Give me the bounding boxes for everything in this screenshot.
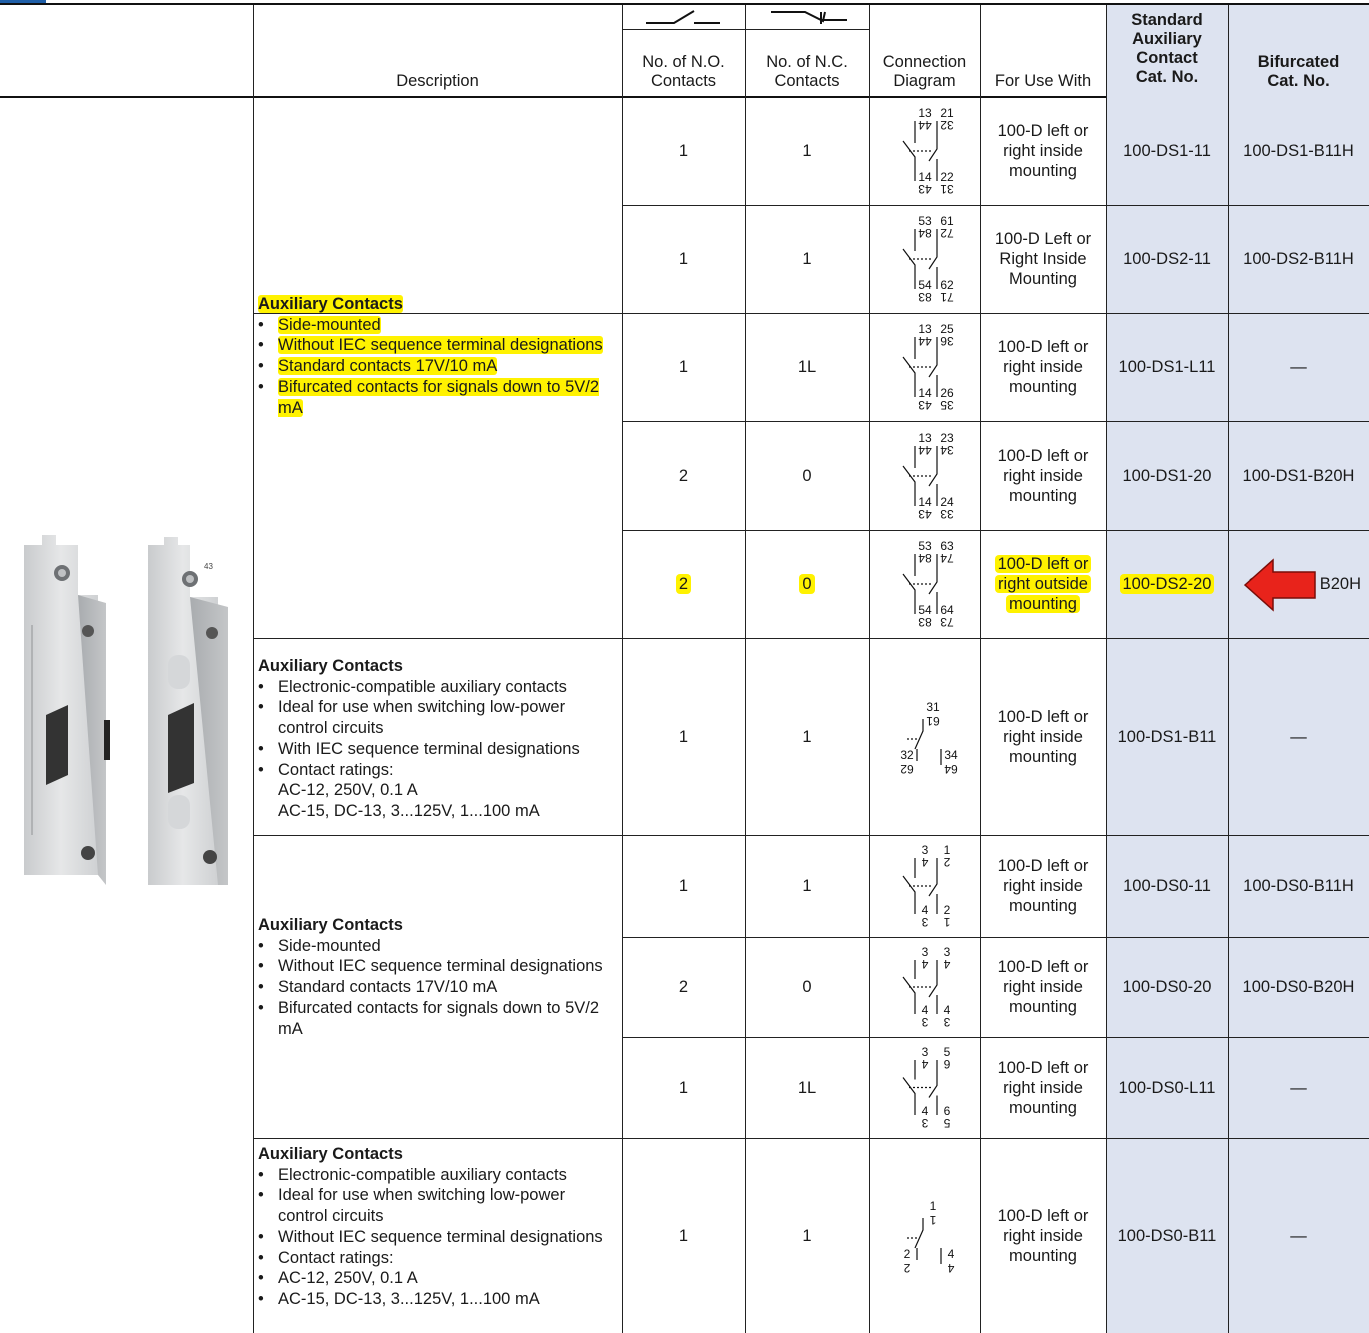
terminal-label: 54 — [917, 278, 932, 292]
standard-cat-no: 100-DS0-11 — [1123, 877, 1211, 895]
nc-contacts-value: 0 — [802, 466, 812, 485]
terminal-label: 54 — [917, 603, 932, 617]
no-contacts-cell — [622, 937, 745, 1037]
terminal-label: 4 — [943, 1003, 950, 1017]
connection-diagram-svg — [885, 942, 965, 1032]
bifurcated-cat-no-cell — [1228, 1138, 1369, 1333]
nc-contacts-cell — [745, 1138, 869, 1333]
description-rating-line: AC-12, 250V, 0.1 A — [278, 781, 418, 800]
no-contacts-value: 2 — [676, 574, 691, 594]
standard-cat-no: 100-DS1-L11 — [1118, 358, 1216, 376]
connection-diagram-svg — [885, 428, 965, 524]
header-for-use-with: For Use With — [994, 72, 1092, 90]
description-bullet: • Contact ratings: — [258, 1248, 618, 1269]
standard-cat-no-cell — [1106, 638, 1228, 835]
terminal-label: 62 — [939, 278, 954, 292]
description-bullet: • Bifurcated contacts for signals down to 5V/2 mA — [258, 998, 618, 1039]
nc-contacts-cell — [745, 205, 869, 313]
bifurcated-cat-no: 100-DS2-B11H — [1243, 250, 1354, 268]
terminal-label: 43 — [917, 182, 932, 196]
terminal-label: 1 — [943, 915, 950, 929]
terminal-label: 13 — [917, 430, 932, 445]
terminal-label: 34 — [943, 747, 958, 762]
standard-cat-no: 100-DS1-11 — [1123, 142, 1211, 160]
description-block-3 — [258, 915, 618, 1039]
for-use-with-line: right inside — [1003, 727, 1083, 746]
bifurcated-cat-no-cell — [1228, 97, 1369, 205]
description-title: Auxiliary Contacts — [258, 916, 403, 934]
for-use-with-line: right outside — [995, 575, 1091, 593]
no-contacts-cell — [622, 205, 745, 313]
description-bullet: Without IEC sequence terminal designations — [278, 336, 603, 355]
connection-diagram-icon — [885, 689, 965, 785]
for-use-with-line: mounting — [1009, 897, 1077, 915]
bifurcated-cat-no-cell — [1228, 1037, 1369, 1138]
connection-diagram-svg — [885, 1188, 965, 1284]
for-use-with-line: 100-D left or — [997, 1206, 1089, 1225]
for-use-with-cell — [980, 97, 1106, 205]
no-contacts-cell — [622, 835, 745, 937]
terminal-label: 32 — [899, 747, 914, 762]
diagram-line — [915, 719, 923, 749]
terminal-marking-label: 43 — [204, 562, 213, 571]
diagram-line — [915, 1218, 923, 1248]
nc-contacts-value: 1 — [802, 142, 812, 160]
description-bullet: • Without IEC sequence terminal designations — [258, 956, 618, 977]
terminal-label: 63 — [939, 539, 954, 553]
terminal-label: 4 — [921, 1104, 928, 1118]
nc-contacts-cell — [745, 530, 869, 638]
description-block-1 — [258, 294, 618, 418]
terminal-label: 2 — [943, 903, 950, 917]
connection-diagram-svg — [885, 319, 965, 415]
terminal-label: 73 — [939, 615, 954, 629]
terminal-label: 1 — [929, 1212, 936, 1227]
terminal-label: 4 — [921, 957, 928, 971]
nc-contacts-value: 1 — [802, 1226, 812, 1245]
bifurcated-cat-no: — — [1290, 1078, 1307, 1097]
for-use-with-line: 100-D left or — [995, 555, 1092, 573]
for-use-with-cell — [980, 937, 1106, 1037]
terminal-label: 13 — [917, 322, 932, 336]
no-contacts-cell — [622, 421, 745, 530]
terminal-label: 5 — [943, 1116, 950, 1130]
description-title: Auxiliary Contacts — [258, 1145, 403, 1163]
standard-cat-no-cell — [1106, 1138, 1228, 1333]
for-use-with-text — [998, 121, 1089, 181]
no-contacts-value: 1 — [678, 877, 689, 895]
terminal-label: 3 — [921, 945, 928, 959]
nc-contacts-cell — [745, 937, 869, 1037]
terminal-label: 1 — [943, 843, 950, 857]
header-nc-line1: No. of N.C. — [766, 53, 848, 71]
terminal-label: 84 — [917, 551, 932, 565]
for-use-with-line: right inside — [1003, 358, 1083, 376]
terminal-label: 6 — [943, 1057, 950, 1071]
for-use-with-line: 100-D left or — [997, 338, 1089, 356]
for-use-with-line: 100-D left or — [997, 958, 1089, 976]
terminal-label: 64 — [939, 603, 954, 617]
description-block-4 — [258, 1144, 618, 1310]
terminal-label: 1 — [929, 1198, 936, 1213]
terminal-label: 62 — [899, 761, 914, 776]
bifurcated-cat-no-cell — [1228, 638, 1369, 835]
header-std-line4: Cat. No. — [1135, 68, 1199, 86]
nc-contacts-cell — [745, 421, 869, 530]
terminal-label: 71 — [939, 290, 954, 304]
for-use-with-cell — [980, 313, 1106, 421]
terminal-label: 24 — [939, 494, 954, 509]
header-nc-contacts — [745, 53, 869, 91]
terminal-label: 3 — [921, 1116, 928, 1130]
bifurcated-cat-no-cell — [1228, 835, 1369, 937]
terminal-label: 33 — [939, 506, 954, 521]
for-use-with-line: mounting — [1006, 595, 1080, 613]
for-use-with-cell — [980, 835, 1106, 937]
normally-open-contact-icon — [640, 6, 730, 33]
bifurcated-cat-no-cell — [1228, 937, 1369, 1037]
terminal-label: 31 — [939, 182, 954, 196]
bifurcated-cat-no-suffix: B20H — [1319, 575, 1361, 593]
header-connection-line1: Connection — [882, 53, 967, 71]
connection-diagram-icon — [885, 103, 965, 199]
for-use-with-cell — [980, 205, 1106, 313]
connection-diagram-svg — [885, 103, 965, 199]
terminal-label: 4 — [921, 1003, 928, 1017]
for-use-with-line: 100-D left or — [997, 857, 1089, 875]
terminal-label: 13 — [917, 106, 932, 120]
no-contacts-value: 1 — [678, 250, 689, 268]
terminal-label: 83 — [917, 290, 932, 304]
standard-cat-no-cell — [1106, 205, 1228, 313]
for-use-with-line: mounting — [1009, 1098, 1077, 1117]
terminal-label: 61 — [939, 214, 954, 228]
terminal-label: 44 — [917, 334, 932, 348]
standard-cat-no-cell — [1106, 97, 1228, 205]
terminal-label: 72 — [939, 226, 954, 240]
no-contacts-cell — [622, 530, 745, 638]
terminal-label: 43 — [917, 506, 932, 521]
nc-contacts-cell — [745, 97, 869, 205]
for-use-with-line: right inside — [1003, 877, 1083, 895]
terminal-label: 2 — [903, 1246, 910, 1261]
bifurcated-cat-no-cell — [1228, 313, 1369, 421]
terminal-label: 5 — [943, 1045, 950, 1059]
header-std-line3: Contact — [1136, 49, 1198, 67]
connection-diagram-icon — [885, 319, 965, 415]
for-use-with-line: 100-D left or — [997, 707, 1089, 726]
no-contacts-value: 2 — [678, 978, 689, 996]
description-bullet: Side-mounted — [278, 315, 381, 334]
standard-cat-no-cell — [1106, 421, 1228, 530]
terminal-label: 4 — [947, 1246, 954, 1261]
connection-diagram-svg — [885, 211, 965, 307]
for-use-with-line: mounting — [1009, 378, 1077, 396]
bifurcated-cat-no: 100-DS0-B20H — [1242, 978, 1355, 996]
for-use-with-line: 100-D left or — [997, 446, 1089, 465]
terminal-label: 3 — [943, 1015, 950, 1029]
red-arrow-pointer-icon — [1243, 558, 1319, 617]
header-no-line2: Contacts — [650, 72, 717, 90]
standard-cat-no: 100-DS0-20 — [1122, 978, 1212, 996]
description-bullet: • Standard contacts 17V/10 mA — [258, 977, 618, 998]
terminal-label: 53 — [917, 214, 932, 228]
no-contacts-cell — [622, 97, 745, 205]
terminal-label: 2 — [943, 855, 950, 869]
description-title: Auxiliary Contacts — [258, 657, 403, 675]
auxiliary-contact-product-photo — [18, 535, 238, 900]
for-use-with-line: mounting — [1009, 1246, 1077, 1265]
nc-contacts-value: 1 — [802, 877, 812, 895]
standard-cat-no-cell — [1106, 313, 1228, 421]
terminal-label: 4 — [921, 1057, 928, 1071]
nc-contacts-cell — [745, 835, 869, 937]
standard-cat-no: 100-DS1-20 — [1122, 466, 1212, 485]
header-std-line1: Standard — [1131, 11, 1203, 29]
header-no-line1: No. of N.O. — [642, 53, 725, 71]
no-contacts-cell — [622, 313, 745, 421]
description-bullet: Standard contacts 17V/10 mA — [278, 357, 498, 376]
no-contacts-value: 1 — [678, 1226, 689, 1245]
description-bullet: • AC-15, DC-13, 3...125V, 1...100 mA — [258, 1289, 618, 1310]
description-bullet: • With IEC sequence terminal designations — [258, 739, 618, 760]
connection-diagram-icon — [885, 942, 965, 1032]
bifurcated-cat-no: — — [1290, 1226, 1307, 1245]
terminal-label: 4 — [943, 957, 950, 971]
no-contacts-value: 2 — [678, 466, 689, 485]
nc-contacts-cell — [745, 1037, 869, 1138]
connection-diagram-icon — [885, 211, 965, 307]
nc-contacts-value: 1 — [802, 727, 812, 746]
normally-closed-contact-icon — [765, 6, 855, 33]
header-bifurcated-cat-no — [1228, 53, 1369, 91]
description-bullet: • Side-mounted — [258, 936, 618, 957]
for-use-with-cell — [980, 530, 1106, 638]
standard-cat-no: 100-DS0-L11 — [1118, 1078, 1216, 1097]
connection-diagram-icon — [885, 536, 965, 632]
for-use-with-line: right inside — [1003, 142, 1083, 160]
for-use-with-line: right inside — [1003, 466, 1083, 485]
for-use-with-text — [998, 957, 1089, 1017]
terminal-label: 6 — [943, 1104, 950, 1118]
bifurcated-cat-no: — — [1290, 727, 1307, 746]
terminal-label: 83 — [917, 615, 932, 629]
nc-contacts-value: 0 — [802, 978, 812, 996]
description-bullet: • Electronic-compatible auxiliary contacts — [258, 677, 618, 698]
no-contacts-cell — [622, 1037, 745, 1138]
terminal-label: 4 — [921, 903, 928, 917]
standard-cat-no-cell — [1106, 937, 1228, 1037]
terminal-label: 34 — [939, 442, 954, 457]
for-use-with-text — [995, 554, 1092, 614]
for-use-with-line: 100-D left or — [997, 1058, 1089, 1077]
terminal-label: 21 — [939, 106, 954, 120]
nc-contacts-value: 1 — [802, 250, 812, 268]
header-connection-line2: Diagram — [893, 72, 956, 90]
for-use-with-line: right inside — [1003, 978, 1083, 996]
description-title: Auxiliary Contacts — [258, 295, 403, 313]
connection-diagram-icon — [885, 1188, 965, 1284]
bifurcated-cat-no-cell — [1228, 421, 1369, 530]
terminal-label: 74 — [939, 551, 954, 565]
terminal-label: 26 — [939, 386, 954, 400]
for-use-with-cell — [980, 421, 1106, 530]
header-bif-line2: Cat. No. — [1267, 72, 1330, 90]
bifurcated-cat-no-cell — [1228, 205, 1369, 313]
terminal-label: 43 — [917, 398, 932, 412]
terminal-label: 32 — [939, 118, 954, 132]
for-use-with-line: mounting — [1009, 162, 1077, 180]
header-no-contacts — [622, 53, 745, 91]
terminal-label: 44 — [917, 118, 932, 132]
header-description: Description — [396, 72, 479, 90]
connection-diagram-svg — [885, 840, 965, 932]
for-use-with-cell — [980, 638, 1106, 835]
terminal-label: 25 — [939, 322, 954, 336]
terminal-label: 3 — [921, 843, 928, 857]
terminal-label: 14 — [917, 170, 932, 184]
for-use-with-line: mounting — [1009, 747, 1077, 766]
connection-diagram-icon — [885, 428, 965, 524]
connection-diagram-svg — [885, 1042, 965, 1133]
terminal-label: 23 — [939, 430, 954, 445]
for-use-with-line: 100-D left or — [997, 122, 1089, 140]
terminal-label: 35 — [939, 398, 954, 412]
for-use-with-text — [998, 1058, 1089, 1118]
no-contacts-value: 1 — [678, 142, 689, 160]
bifurcated-cat-no: 100-DS0-B11H — [1243, 877, 1354, 895]
no-contacts-cell — [622, 638, 745, 835]
no-contacts-value: 1 — [678, 1078, 689, 1097]
terminal-label: 3 — [921, 1045, 928, 1059]
connection-diagram-svg — [885, 536, 965, 632]
for-use-with-cell — [980, 1138, 1106, 1333]
nc-contacts-cell — [745, 313, 869, 421]
header-standard-cat-no — [1106, 11, 1228, 87]
terminal-label: 44 — [917, 442, 932, 457]
terminal-label: 31 — [925, 699, 940, 714]
description-bullet: • Electronic-compatible auxiliary contacts — [258, 1165, 618, 1186]
connection-diagram-icon — [885, 1042, 965, 1133]
standard-cat-no-cell — [1106, 835, 1228, 937]
terminal-label: 61 — [925, 713, 940, 728]
header-connection-diagram — [869, 53, 980, 91]
nc-contacts-value: 1L — [797, 358, 817, 376]
for-use-with-line: right inside — [1003, 1078, 1083, 1097]
nc-contacts-value: 1L — [797, 1078, 817, 1097]
for-use-with-text — [998, 707, 1089, 767]
nc-contacts-cell — [745, 638, 869, 835]
connection-diagram-svg — [885, 689, 965, 785]
standard-cat-no: 100-DS2-11 — [1123, 250, 1211, 268]
description-bullet: • Ideal for use when switching low-power control circuits — [258, 697, 618, 738]
for-use-with-line: Mounting — [1009, 270, 1077, 288]
terminal-label: 14 — [917, 386, 932, 400]
for-use-with-line: Right Inside — [999, 250, 1087, 268]
description-bullet: Bifurcated contacts for signals down to 5V/2 mA — [278, 377, 600, 417]
for-use-with-text — [998, 446, 1089, 506]
for-use-with-cell — [980, 1037, 1106, 1138]
for-use-with-line: 100-D Left or — [994, 230, 1092, 248]
terminal-label: 4 — [947, 1260, 954, 1275]
terminal-label: 2 — [903, 1260, 910, 1275]
standard-cat-no-cell — [1106, 1037, 1228, 1138]
standard-cat-no: 100-DS0-B11 — [1117, 1226, 1217, 1245]
description-block-2 — [258, 656, 618, 822]
terminal-label: 3 — [921, 915, 928, 929]
terminal-label: 84 — [917, 226, 932, 240]
terminal-label: 22 — [939, 170, 954, 184]
for-use-with-text — [995, 229, 1091, 289]
terminal-label: 3 — [943, 945, 950, 959]
for-use-with-line: mounting — [1009, 998, 1077, 1016]
standard-cat-no-cell — [1106, 530, 1228, 638]
for-use-with-line: right inside — [1003, 1226, 1083, 1245]
terminal-label: 36 — [939, 334, 954, 348]
description-bullet: • AC-12, 250V, 0.1 A — [258, 1268, 618, 1289]
description-bullet: • Contact ratings: — [258, 760, 618, 781]
nc-contacts-value: 0 — [799, 574, 814, 594]
bifurcated-cat-no: 100-DS1-B20H — [1242, 466, 1355, 485]
bifurcated-cat-no: — — [1290, 358, 1307, 376]
header-nc-line2: Contacts — [774, 72, 840, 90]
for-use-with-text — [998, 856, 1089, 916]
no-contacts-value: 1 — [678, 358, 689, 376]
description-bullet: • Ideal for use when switching low-power control circuits — [258, 1185, 618, 1226]
terminal-label: 53 — [917, 539, 932, 553]
standard-cat-no: 100-DS1-B11 — [1117, 727, 1217, 746]
terminal-label: 3 — [921, 1015, 928, 1029]
standard-cat-no: 100-DS2-20 — [1120, 574, 1215, 594]
description-rating-line: AC-15, DC-13, 3...125V, 1...100 mA — [278, 801, 540, 820]
no-contacts-cell — [622, 1138, 745, 1333]
no-contacts-value: 1 — [678, 727, 689, 746]
for-use-with-line: mounting — [1009, 486, 1077, 505]
header-bif-line1: Bifurcated — [1257, 53, 1340, 71]
for-use-with-text — [998, 337, 1089, 397]
bifurcated-cat-no: 100-DS1-B11H — [1243, 142, 1354, 160]
connection-diagram-icon — [885, 840, 965, 932]
terminal-label: 64 — [943, 761, 958, 776]
for-use-with-text — [998, 1206, 1089, 1266]
terminal-label: 4 — [921, 855, 928, 869]
description-bullet: • Without IEC sequence terminal designations — [258, 1227, 618, 1248]
terminal-label: 14 — [917, 494, 932, 509]
header-std-line2: Auxiliary — [1132, 30, 1202, 48]
col-divider — [253, 5, 254, 1333]
